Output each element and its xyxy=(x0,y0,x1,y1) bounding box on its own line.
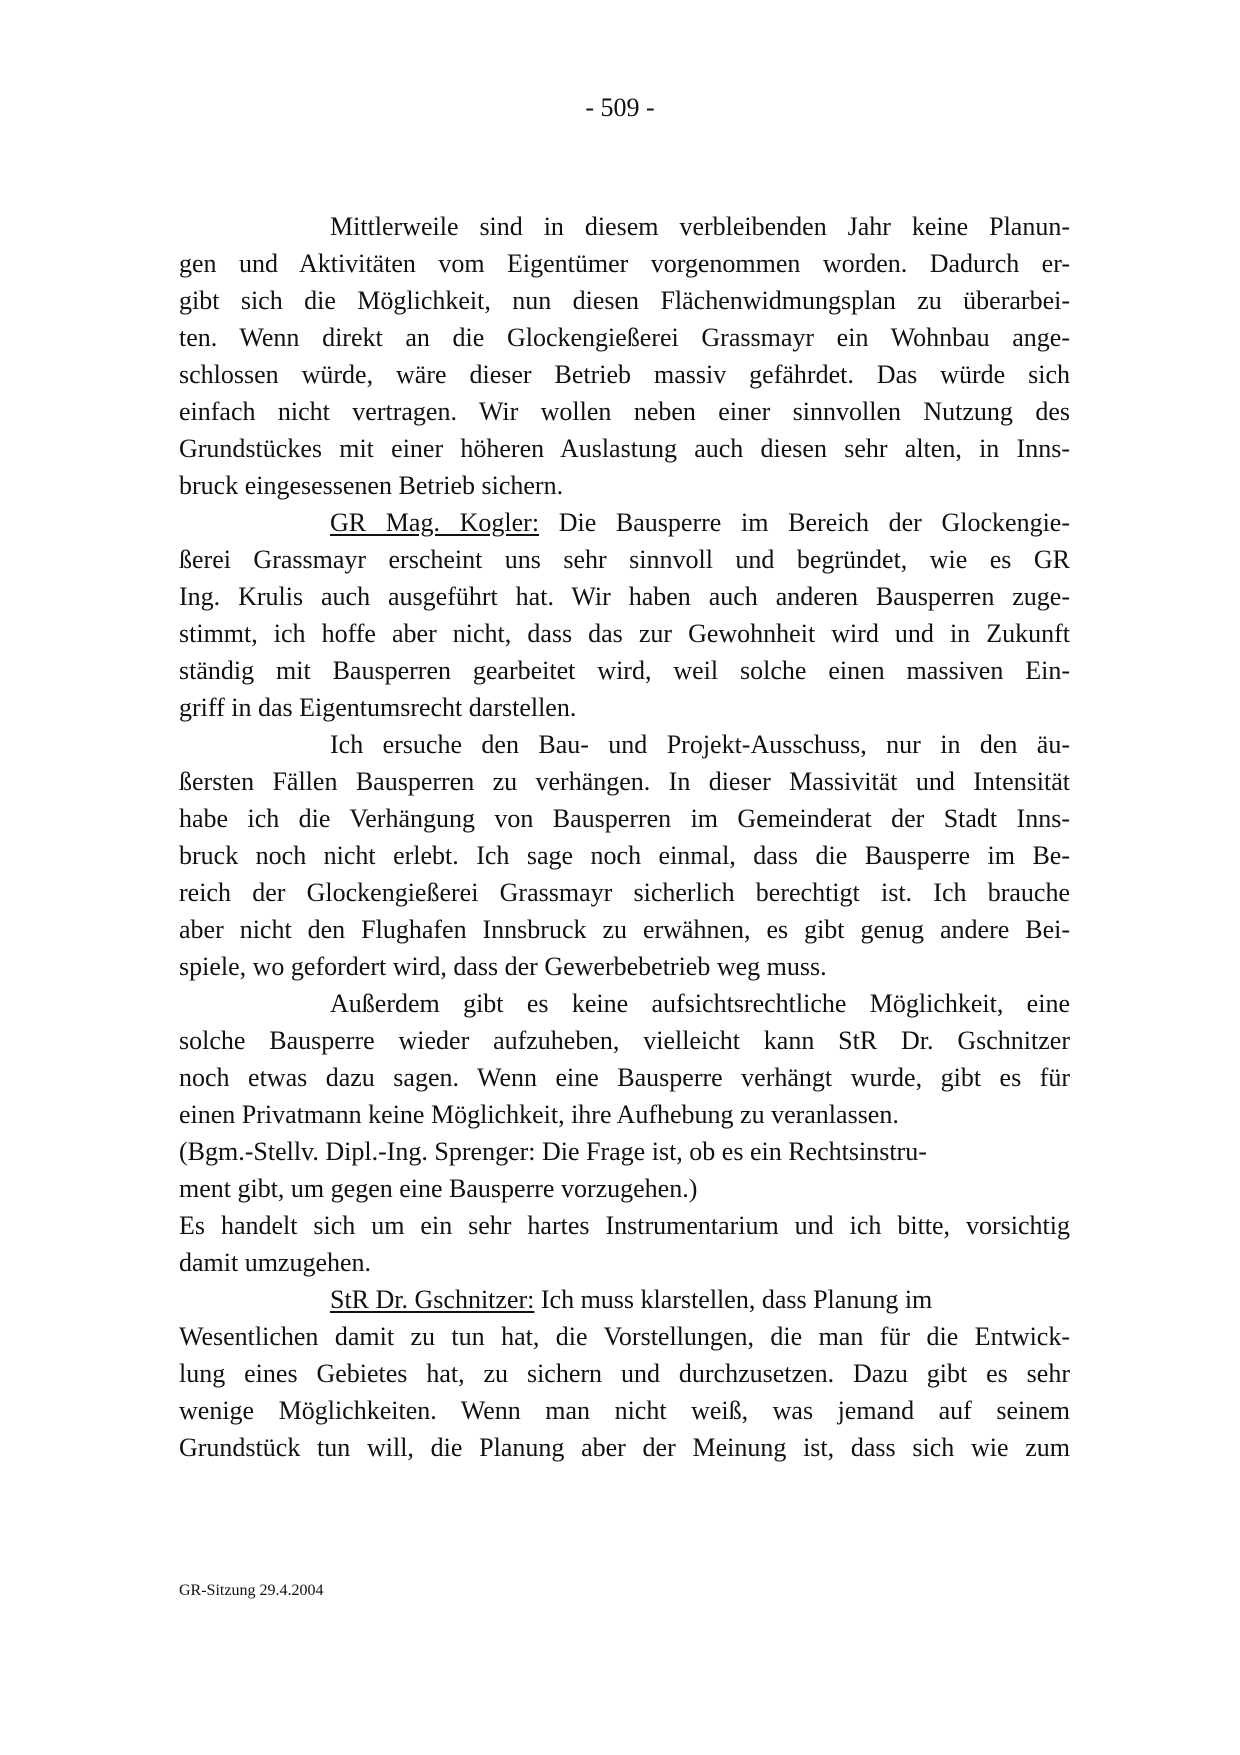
text-line xyxy=(179,356,1070,393)
line-text: Grundstück tun will, die Planung aber der Meinung ist, dass sich wie zum xyxy=(179,1433,1070,1462)
line-text: ment gibt, um gegen eine Bausperre vorzugehen.) xyxy=(179,1174,698,1203)
text-line xyxy=(179,837,1070,874)
text-line xyxy=(179,541,1070,578)
line-text: aber nicht den Flughafen Innsbruck zu erwähnen, es gibt genug andere Bei- xyxy=(179,915,1070,944)
line-text: ständig mit Bausperren gearbeitet wird, weil solche einen massiven Ein- xyxy=(179,656,1070,685)
text-line xyxy=(179,1244,1070,1281)
text-line xyxy=(179,504,1070,541)
text-line xyxy=(179,1318,1070,1355)
line-text: Mittlerweile sind in diesem verbleibenden Jahr keine Planun- xyxy=(330,212,1070,241)
line-text: reich der Glockengießerei Grassmayr sicherlich berechtigt ist. Ich brauche xyxy=(179,878,1070,907)
line-text: bruck noch nicht erlebt. Ich sage noch einmal, dass die Bausperre im Be- xyxy=(179,841,1070,870)
line-text: gibt sich die Möglichkeit, nun diesen Flächenwidmungsplan zu überarbei- xyxy=(179,286,1070,315)
text-line xyxy=(179,1059,1070,1096)
text-line xyxy=(179,615,1070,652)
line-text: einfach nicht vertragen. Wir wollen neben einer sinnvollen Nutzung des xyxy=(179,397,1070,426)
line-text: solche Bausperre wieder aufzuheben, vielleicht kann StR Dr. Gschnitzer xyxy=(179,1026,1070,1055)
text-line xyxy=(179,726,1070,763)
text-line xyxy=(179,1392,1070,1429)
line-text: spiele, wo gefordert wird, dass der Gewerbebetrieb weg muss. xyxy=(179,952,827,981)
line-text: einen Privatmann keine Möglichkeit, ihre Aufhebung zu veranlassen. xyxy=(179,1100,899,1129)
line-text: Außerdem gibt es keine aufsichtsrechtliche Möglichkeit, eine xyxy=(330,989,1070,1018)
line-text: bruck eingesessenen Betrieb sichern. xyxy=(179,471,564,500)
text-line xyxy=(179,1207,1070,1244)
text-line xyxy=(179,208,1070,245)
text-line xyxy=(179,1281,1070,1318)
line-text: ten. Wenn direkt an die Glockengießerei Grassmayr ein Wohnbau ange- xyxy=(179,323,1070,352)
text-line xyxy=(179,1096,1070,1133)
line-text: gen und Aktivitäten vom Eigentümer vorgenommen worden. Dadurch er- xyxy=(179,249,1070,278)
line-text: (Bgm.-Stellv. Dipl.-Ing. Sprenger: Die Frage ist, ob es ein Rechtsinstru- xyxy=(179,1137,927,1166)
line-text: Es handelt sich um ein sehr hartes Instrumentarium und ich bitte, vorsichtig xyxy=(179,1211,1070,1240)
line-text: habe ich die Verhängung von Bausperren im Gemeinderat der Stadt Inns- xyxy=(179,804,1070,833)
text-line xyxy=(179,689,1070,726)
line-text: ßerei Grassmayr erscheint uns sehr sinnvoll und begründet, wie es GR xyxy=(179,545,1070,574)
footer: GR-Sitzung 29.4.2004 xyxy=(179,1582,324,1599)
text-line xyxy=(179,1022,1070,1059)
line-text: griff in das Eigentumsrecht darstellen. xyxy=(179,693,577,722)
text-line xyxy=(179,319,1070,356)
line-text: wenige Möglichkeiten. Wenn man nicht weiß, was jemand auf seinem xyxy=(179,1396,1070,1425)
line-text: schlossen würde, wäre dieser Betrieb massiv gefährdet. Das würde sich xyxy=(179,360,1070,389)
text-line xyxy=(179,245,1070,282)
page-number: - 509 - xyxy=(585,93,655,122)
line-text: Ich ersuche den Bau- und Projekt-Ausschuss, nur in den äu- xyxy=(330,730,1070,759)
text-line xyxy=(179,948,1070,985)
speaker-name: GR Mag. Kogler: xyxy=(330,508,540,537)
line-text: stimmt, ich hoffe aber nicht, dass das zur Gewohnheit wird und in Zukunft xyxy=(179,619,1070,648)
text-line xyxy=(179,1170,1070,1207)
document-body xyxy=(179,208,1070,1466)
text-line xyxy=(179,874,1070,911)
text-line xyxy=(179,1133,1070,1170)
line-text: Wesentlichen damit zu tun hat, die Vorstellungen, die man für die Entwick- xyxy=(179,1322,1070,1351)
text-line xyxy=(179,1355,1070,1392)
text-line xyxy=(179,578,1070,615)
text-line xyxy=(179,1429,1070,1466)
text-line xyxy=(179,430,1070,467)
line-text: Ich muss klarstellen, dass Planung im xyxy=(534,1285,933,1314)
text-line xyxy=(179,985,1070,1022)
line-text: noch etwas dazu sagen. Wenn eine Bausperre verhängt wurde, gibt es für xyxy=(179,1063,1070,1092)
text-line xyxy=(179,467,1070,504)
line-text: damit umzugehen. xyxy=(179,1248,372,1277)
speaker-name: StR Dr. Gschnitzer: xyxy=(330,1285,535,1314)
text-line xyxy=(179,393,1070,430)
text-line xyxy=(179,800,1070,837)
text-line xyxy=(179,652,1070,689)
line-text: Grundstückes mit einer höheren Auslastung auch diesen sehr alten, in Inns- xyxy=(179,434,1070,463)
text-line xyxy=(179,911,1070,948)
line-text: Ing. Krulis auch ausgeführt hat. Wir haben auch anderen Bausperren zuge- xyxy=(179,582,1070,611)
text-line xyxy=(179,282,1070,319)
line-text: ßersten Fällen Bausperren zu verhängen. In dieser Massivität und Intensität xyxy=(179,767,1070,796)
line-text: lung eines Gebietes hat, zu sichern und durchzusetzen. Dazu gibt es sehr xyxy=(179,1359,1070,1388)
line-text: Die Bausperre im Bereich der Glockengie- xyxy=(539,508,1070,537)
text-line xyxy=(179,763,1070,800)
